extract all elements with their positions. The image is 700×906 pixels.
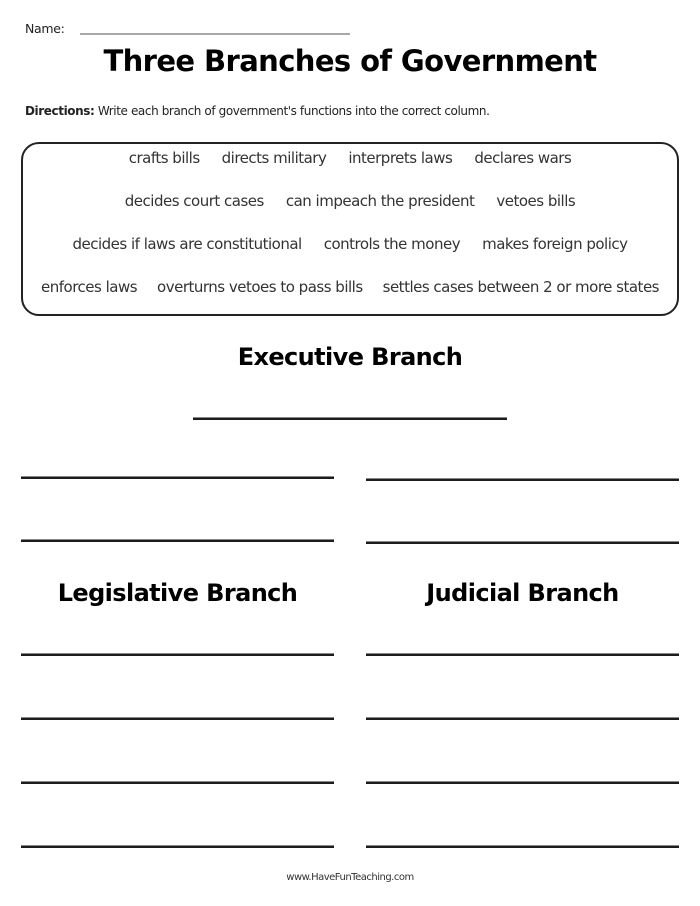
- legislative-answer-line[interactable]: [21, 653, 334, 656]
- executive-answer-line[interactable]: [193, 417, 507, 420]
- word-bank-item: enforces laws: [41, 278, 138, 296]
- word-bank-item: interprets laws: [348, 149, 453, 167]
- judicial-answer-line[interactable]: [366, 717, 679, 720]
- word-bank-row: [23, 149, 677, 167]
- name-input-line[interactable]: [80, 33, 350, 35]
- executive-answer-line[interactable]: [366, 478, 679, 481]
- directions-text: Write each branch of government's functions into the correct column.: [94, 104, 490, 118]
- page-title: Three Branches of Government: [103, 44, 597, 78]
- legislative-answer-line[interactable]: [21, 781, 334, 784]
- judicial-answer-line[interactable]: [366, 781, 679, 784]
- name-label: Name:: [25, 21, 65, 36]
- word-bank-item: controls the money: [323, 235, 461, 253]
- word-bank-item: overturns vetoes to pass bills: [157, 278, 363, 296]
- directions: [25, 104, 490, 118]
- word-bank-item: makes foreign policy: [482, 235, 628, 253]
- word-bank-item: directs military: [221, 149, 327, 167]
- word-bank-item: decides court cases: [124, 192, 264, 210]
- directions-label: Directions:: [25, 104, 95, 118]
- executive-answer-line[interactable]: [21, 539, 334, 542]
- word-bank-item: decides if laws are constitutional: [72, 235, 302, 253]
- legislative-answer-line[interactable]: [21, 717, 334, 720]
- legislative-branch-heading: Legislative Branch: [57, 579, 298, 607]
- word-bank-row: [23, 192, 677, 210]
- word-bank-row: [23, 278, 677, 296]
- judicial-answer-line[interactable]: [366, 845, 679, 848]
- footer-website: www.HaveFunTeaching.com: [286, 872, 414, 883]
- judicial-answer-line[interactable]: [366, 653, 679, 656]
- word-bank: [21, 142, 679, 316]
- word-bank-item: vetoes bills: [496, 192, 576, 210]
- executive-branch-heading: Executive Branch: [237, 343, 463, 371]
- word-bank-item: settles cases between 2 or more states: [382, 278, 659, 296]
- executive-answer-line[interactable]: [21, 476, 334, 479]
- executive-answer-line[interactable]: [366, 541, 679, 544]
- word-bank-item: crafts bills: [128, 149, 200, 167]
- legislative-answer-line[interactable]: [21, 845, 334, 848]
- word-bank-item: declares wars: [474, 149, 572, 167]
- judicial-branch-heading: Judicial Branch: [426, 579, 619, 607]
- word-bank-row: [23, 235, 677, 253]
- word-bank-item: can impeach the president: [285, 192, 475, 210]
